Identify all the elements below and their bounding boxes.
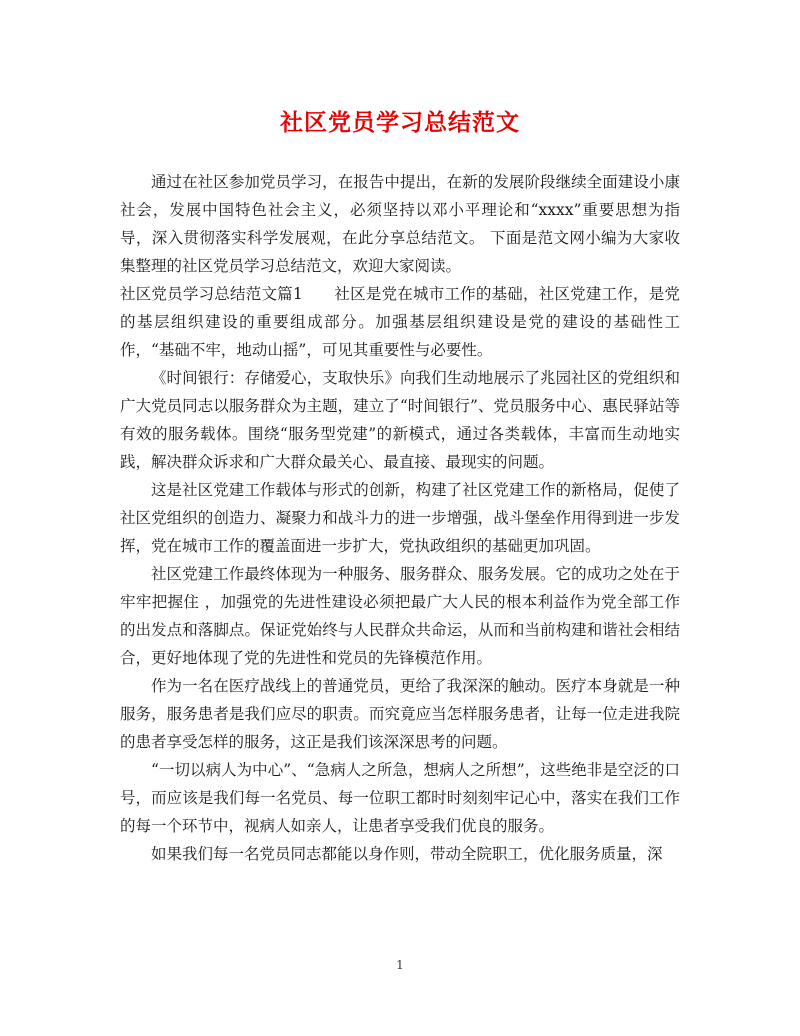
paragraph-service: 社区党建工作最终体现为一种服务、服务群众、服务发展。它的成功之处在于牢牢把握住 ，加强党的先进性建设必须把最广大人民的根本利益作为党全部工作的出发点和落脚点。保证党始终与人民群众共命运，从而和当前构建和谐社会相结合，更好地体现了党的先进性和党员的先锋模范作用。 [120, 565, 680, 667]
paragraph-section-1: 社区党员学习总结范文篇1 社区是党在城市工作的基础，社区党建工作，是党的基层组织建设的重要组成部分。加强基层组织建设是党的建设的基础性工作，“基础不牢，地动山摇”，可见其重要性与必要性。 [120, 285, 680, 359]
paragraph-medical: 作为一名在医疗战线上的普通党员，更给了我深深的触动。医疗本身就是一种服务，服务患者是我们应尽的职责。而究竟应当怎样服务患者，让每一位走进我院的患者享受怎样的服务，这正是我们该深深思考的问题。 [120, 677, 680, 751]
paragraph-innovation: 这是社区党建工作载体与形式的创新，构建了社区党建工作的新格局，促使了社区党组织的创造力、凝聚力和战斗力的进一步增强，战斗堡垒作用得到进一步发挥，党在城市工作的覆盖面进一步扩大，党执政组织的基础更加巩固。 [120, 481, 680, 555]
document-body [120, 168, 680, 868]
paragraph-patient-centered: “一切以病人为中心”、“急病人之所急，想病人之所想”，这些绝非是空泛的口号，而应该是我们每一名党员、每一位职工都时时刻刻牢记心中，落实在我们工作的每一个环节中，视病人如亲人，让患者享受我们优良的服务。 [120, 761, 680, 835]
page-title: 社区党员学习总结范文 [280, 109, 520, 136]
paragraph-time-bank: 《时间银行：存储爱心，支取快乐》向我们生动地展示了兆园社区的党组织和广大党员同志以服务群众为主题，建立了“时间银行”、党员服务中心、惠民驿站等有效的服务载体。围绕“服务型党建”的新模式，通过各类载体，丰富而生动地实践，解决群众诉求和广大群众最关心、最直接、最现实的问题。 [120, 369, 680, 471]
page-number: 1 [396, 958, 404, 972]
paragraph-conclusion: 如果我们每一名党员同志都能以身作则，带动全院职工，优化服务质量，深 [151, 845, 663, 863]
paragraph-intro: 通过在社区参加党员学习，在报告中提出，在新的发展阶段继续全面建设小康社会，发展中国特色社会主义，必须坚持以邓小平理论和“xxxx”重要思想为指导，深入贯彻落实科学发展观，在此分享总结范文。 下面是范文网小编为大家收集整理的社区党员学习总结范文，欢迎大家阅读。 [120, 173, 680, 275]
